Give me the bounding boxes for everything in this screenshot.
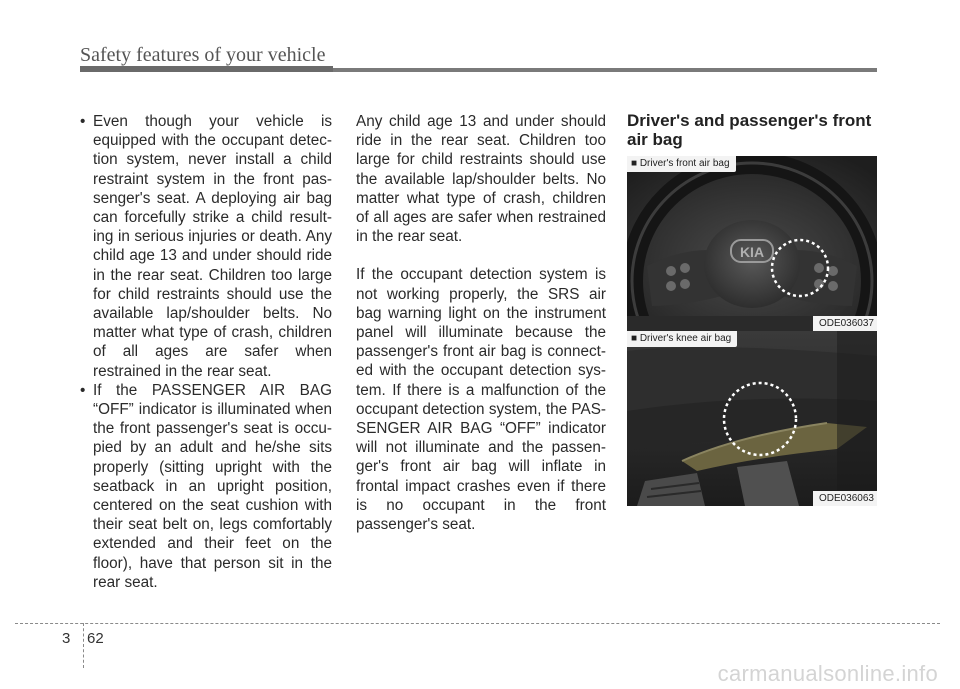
- steering-wheel-photo: [627, 156, 877, 331]
- watermark: carmanualsonline.info: [717, 661, 938, 686]
- paragraph: If the occupant detection system is not working properly, the SRS air bag warning light on the instrument panel will illuminate because the passenger's front air bag is connect-ed with the occupant detection sys-tem. If there is a malfunction of the occupant detection system, the PAS-SENGER AIR BAG “OFF” indicator will not illuminate and the passen-ger's front air bag will inflate in frontal impact crashes even if there is no occupant in the front passenger's seat.: [356, 266, 606, 534]
- bullet-dot: •: [80, 381, 86, 399]
- paragraph: Any child age 13 and under should ride in the rear seat. Children too large for child restraints should use the available lap/shoulder belts. No matter what type of crash, children of all ages are safer when restrained in the rear seat.: [356, 113, 606, 246]
- bullet-text: If the PASSENGER AIR BAG “OFF” indicator is illuminated when the front passenger's seat is occu-pied by an adult and he/she sits properly (sitting upright with the seatback in an upright position, centered on the seat cushion with their seat belt on, legs comfortably extended and their feet on the floor), have that person sit in the rear seat.: [93, 381, 332, 591]
- kia-logo: KIA: [739, 244, 765, 260]
- footer-rule: [15, 623, 940, 624]
- footer-divider: [83, 623, 84, 668]
- section-title: Driver's and passenger's front air bag: [627, 111, 872, 149]
- bullet-item: [80, 112, 332, 381]
- figure-label: ■ Driver's knee air bag: [627, 331, 737, 347]
- bullet-dot: •: [80, 113, 86, 130]
- chapter-number: 3: [62, 630, 71, 647]
- figure-drivers-knee-airbag: [627, 331, 877, 506]
- figure-code: ODE036037: [813, 316, 877, 331]
- figure-code: ODE036063: [813, 491, 877, 506]
- page-header-title: Safety features of your vehicle: [80, 44, 326, 66]
- figure-label: ■ Driver's front air bag: [627, 156, 736, 172]
- page-number: 62: [87, 630, 104, 647]
- header-rule: [80, 68, 877, 72]
- figure-drivers-front-airbag: [627, 156, 877, 331]
- bullet-text: Even though your vehicle is equipped with the occupant detec-tion system, never install a child restraint system in the front pas-senger's seat. A deploying air bag can forcefully strike a child result-ing in serious injuries or death. Any child age 13 and under should ride in the rear seat. Children too large for child restraints should use the available lap/shoulder belts. No matter what type of crash, children of all ages are safer when restrained in the rear seat.: [93, 113, 332, 380]
- bullet-item: [80, 381, 332, 592]
- knee-airbag-photo: [627, 331, 877, 506]
- column-2: [356, 112, 606, 534]
- column-1: [80, 112, 332, 592]
